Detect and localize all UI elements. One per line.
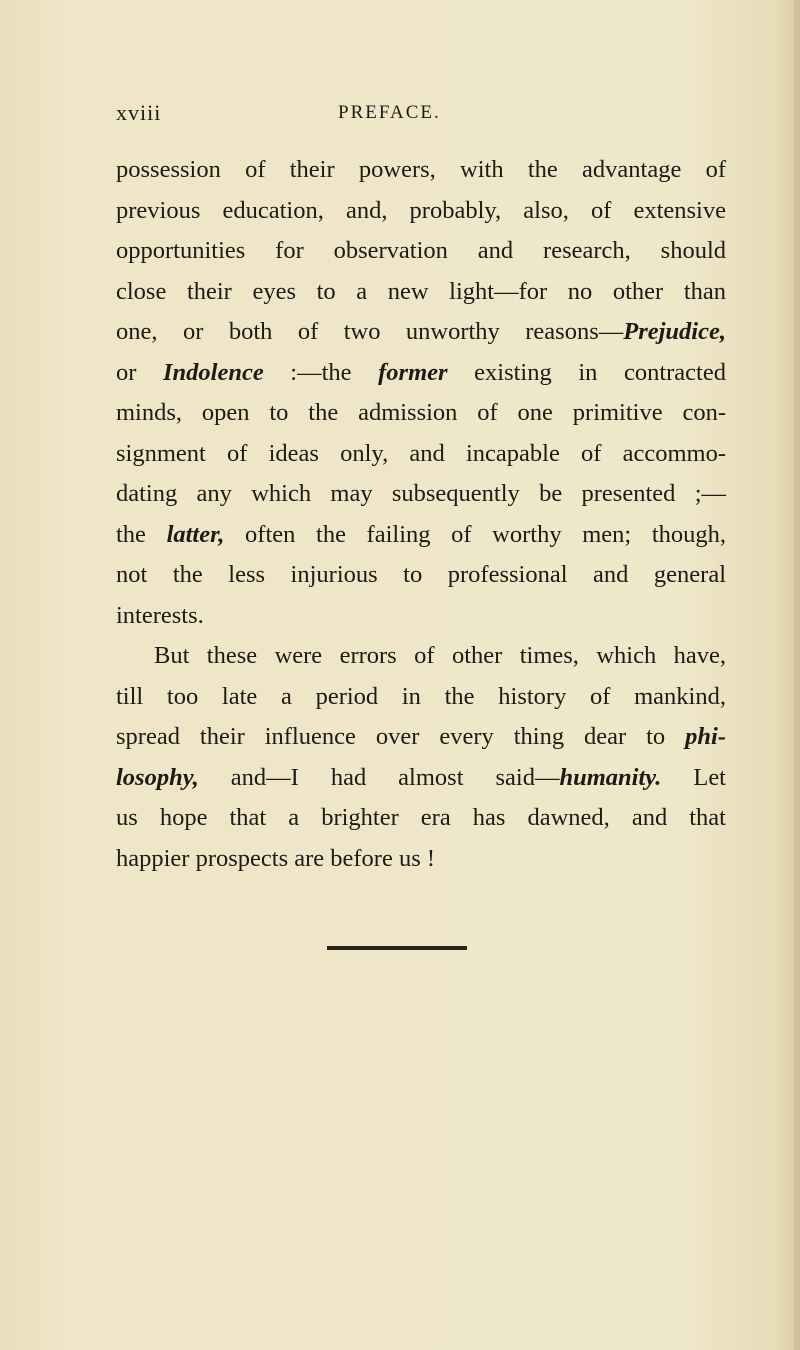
text-line: losophy, and—I had almost said—humanity. Let xyxy=(116,763,726,791)
text-line: the latter, often the failing of worthy men; though, xyxy=(116,520,726,548)
text-line: opportunities for observation and research, should xyxy=(116,237,726,264)
text-line: one, or both of two unworthy reasons—Prejudice, xyxy=(116,318,726,345)
text-line: possession of their powers, with the advantage of xyxy=(116,156,726,183)
text-line: minds, open to the admission of one primitive con- xyxy=(116,399,726,426)
text-line: But these were errors of other times, which have, xyxy=(154,642,726,669)
text-line: close their eyes to a new light—for no other than xyxy=(116,277,726,305)
section-end-rule xyxy=(327,946,467,950)
text-line: interests. xyxy=(116,601,204,629)
body-text xyxy=(116,150,726,879)
text-line: or Indolence :—the former existing in contracted xyxy=(116,358,726,386)
emphasis-prejudice: Prejudice, xyxy=(623,318,726,345)
text-line: till too late a period in the history of mankind, xyxy=(116,682,726,710)
emphasis-losophy: losophy, xyxy=(116,763,199,791)
emphasis-latter: latter, xyxy=(166,520,225,548)
page-number: xviii xyxy=(116,100,162,125)
running-head xyxy=(116,100,726,140)
emphasis-phi: phi- xyxy=(685,723,726,750)
emphasis-humanity: humanity. xyxy=(559,763,662,791)
text-line: signment of ideas only, and incapable of accommo- xyxy=(116,439,726,467)
emphasis-former: former xyxy=(378,358,448,386)
running-head-title: PREFACE. xyxy=(338,102,441,123)
text-line: not the less injurious to professional and general xyxy=(116,561,726,588)
text-line: us hope that a brighter era has dawned, and that xyxy=(116,804,726,831)
text-line: happier prospects are before us ! xyxy=(116,844,436,872)
text-line: spread their influence over every thing dear to phi- xyxy=(116,723,726,750)
page-edge xyxy=(794,0,800,1350)
text-line: dating any which may subsequently be presented ;— xyxy=(116,480,726,507)
emphasis-indolence: Indolence xyxy=(163,358,264,386)
text-line: previous education, and, probably, also, of extensive xyxy=(116,196,726,224)
